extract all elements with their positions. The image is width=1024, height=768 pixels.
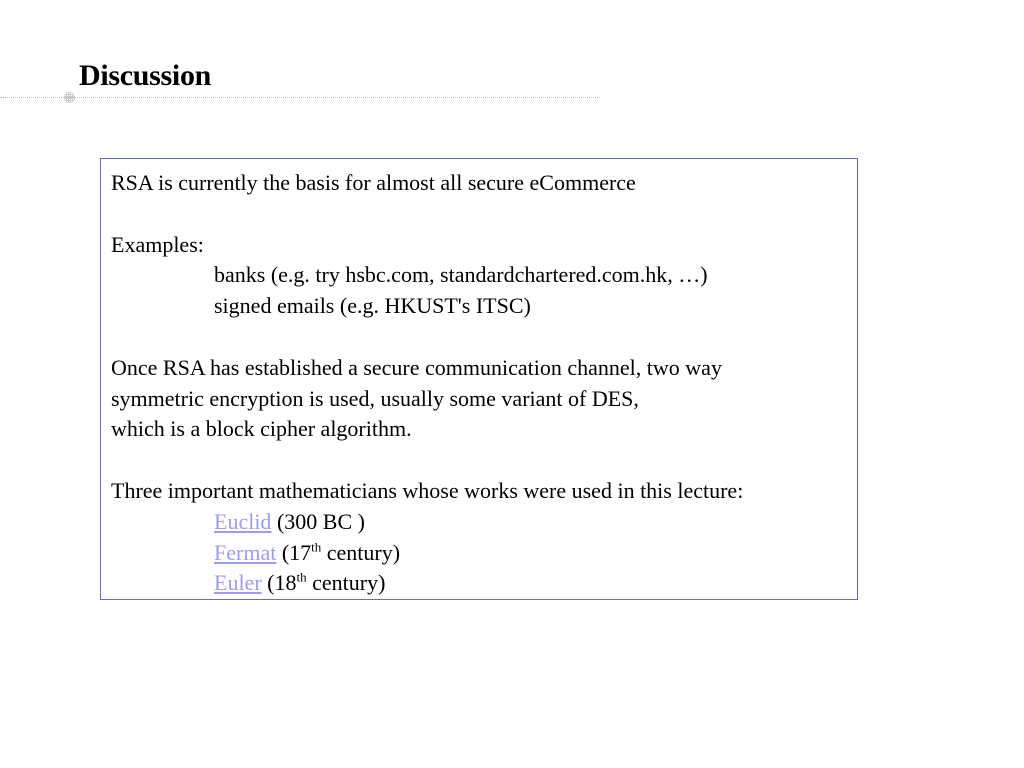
- bullet-ornament-icon: [64, 92, 75, 103]
- mathematician-date-suffix: century): [306, 570, 386, 596]
- content-box: [100, 158, 858, 600]
- euclid-link[interactable]: Euclid: [214, 508, 272, 534]
- mathematician-item-euclid: [111, 507, 847, 538]
- mathematician-date: (300 BC ): [271, 508, 365, 534]
- paragraph-line: symmetric encryption is used, usually some variant of DES,: [111, 385, 639, 411]
- example-item-banks: banks (e.g. try hsbc.com, standardchartered.com.hk, …): [214, 262, 708, 288]
- ordinal-suffix: th: [311, 539, 322, 555]
- paragraph-line: which is a block cipher algorithm.: [111, 416, 412, 442]
- paragraph-line: Once RSA has established a secure communication channel, two way: [111, 354, 722, 380]
- mathematician-date: (17: [276, 539, 312, 565]
- euler-link[interactable]: Euler: [214, 570, 262, 596]
- fermat-link[interactable]: Fermat: [214, 539, 277, 565]
- title-divider: [0, 97, 600, 98]
- ordinal-suffix: th: [296, 570, 307, 586]
- mathematician-item-fermat: [111, 538, 847, 569]
- slide-title: Discussion: [79, 59, 212, 92]
- blank-line: [111, 445, 847, 476]
- mathematician-date: (18: [261, 570, 297, 596]
- intro-text: RSA is currently the basis for almost all secure eCommerce: [111, 170, 636, 195]
- blank-line: [111, 199, 847, 230]
- examples-label: Examples:: [111, 231, 204, 257]
- mathematician-item-euler: [111, 568, 847, 599]
- mathematician-date-suffix: century): [321, 539, 401, 565]
- blank-line: [111, 322, 847, 353]
- mathematicians-intro: Three important mathematicians whose works were used in this lecture:: [111, 477, 744, 503]
- example-item-emails: signed emails (e.g. HKUST's ITSC): [214, 293, 531, 319]
